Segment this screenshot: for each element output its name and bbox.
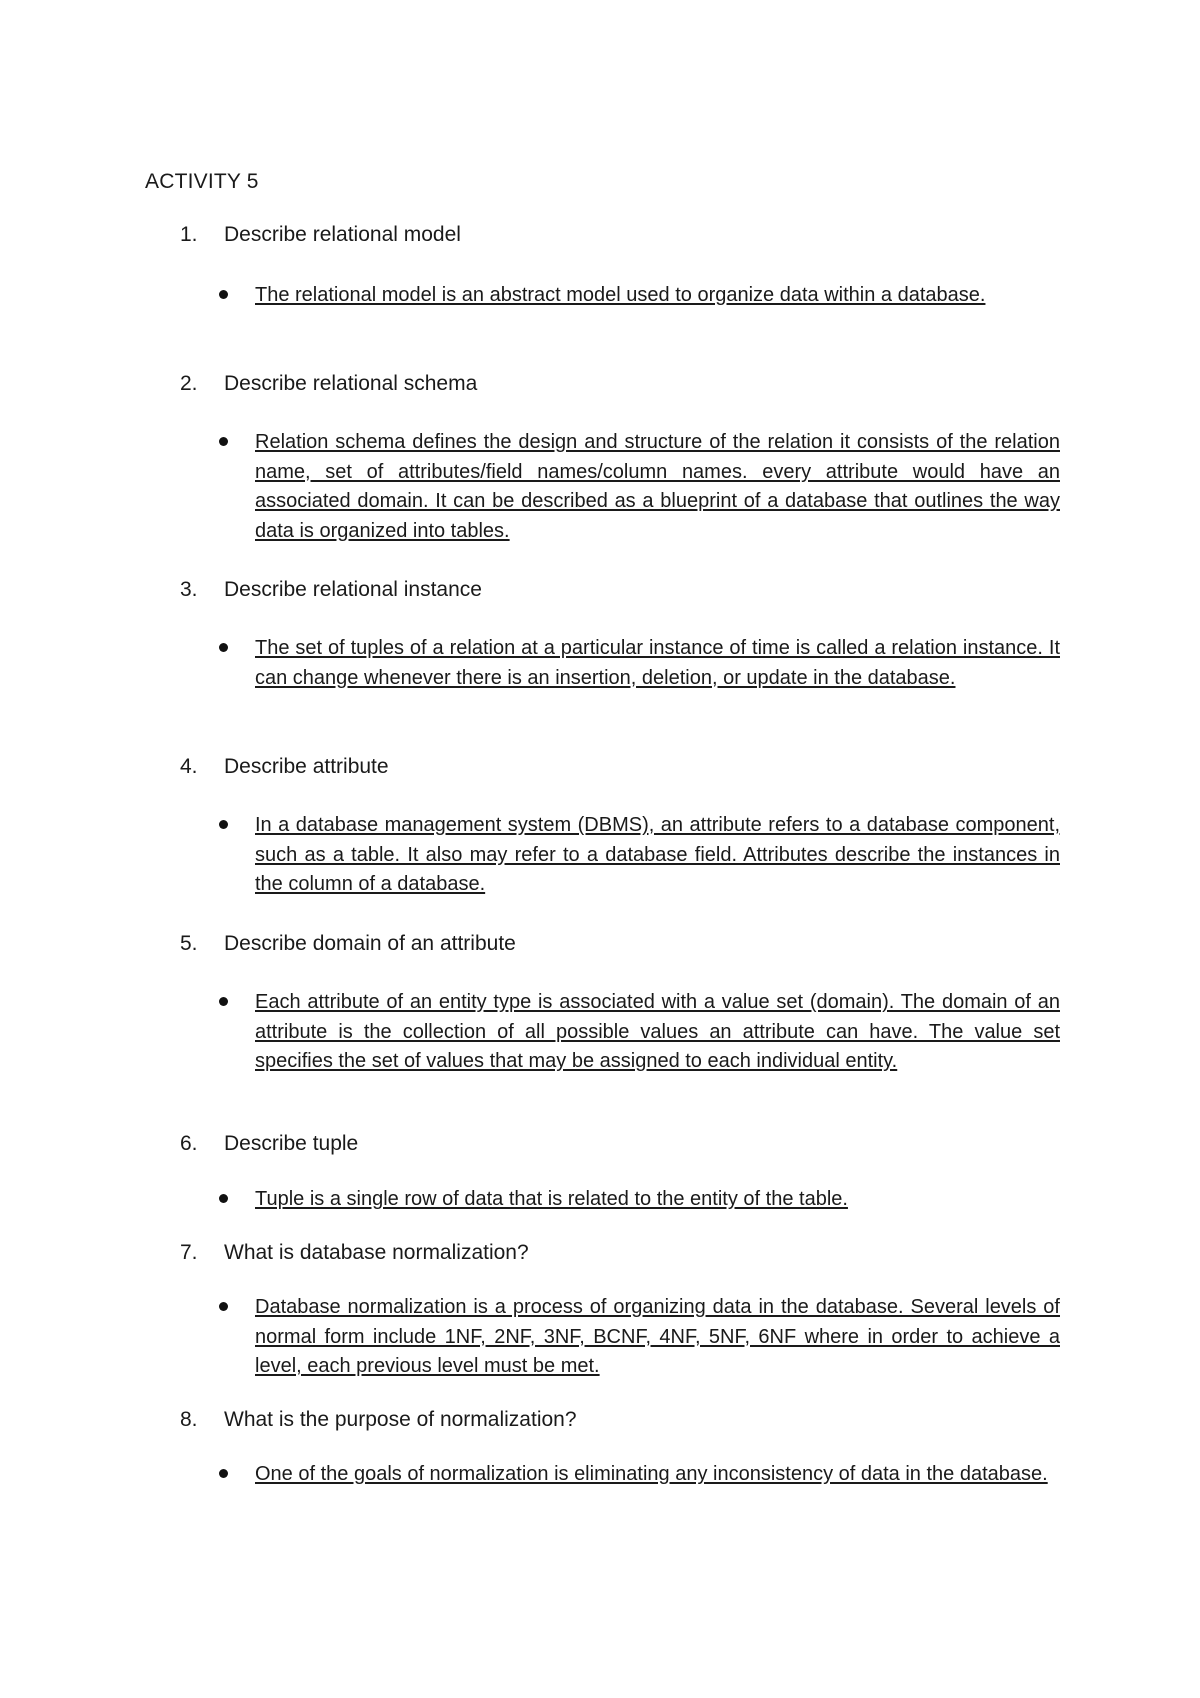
bullet-icon xyxy=(219,290,228,299)
question-number: 7. xyxy=(180,1241,198,1264)
bullet-icon xyxy=(219,437,228,446)
bullet-icon xyxy=(219,643,228,652)
answer-text: In a database management system (DBMS), an attribute refers to a database component, such as a table. It also may refer to a database field. Attributes describe the instances in the column of a database. xyxy=(255,814,1060,895)
question-text: What is database normalization? xyxy=(224,1241,529,1264)
bullet-icon xyxy=(219,997,228,1006)
bullet-icon xyxy=(219,820,228,829)
question-text: Describe relational model xyxy=(224,223,461,246)
answer-text: One of the goals of normalization is eliminating any inconsistency of data in the database. xyxy=(255,1463,1048,1485)
answer-text: Each attribute of an entity type is associated with a value set (domain). The domain of an attribute is the collection of all possible values an attribute can have. The value set specifies the set of values that may be assigned to each individual entity. xyxy=(255,991,1060,1072)
question-number: 2. xyxy=(180,372,198,395)
bullet-icon xyxy=(219,1302,228,1311)
answer-text: Database normalization is a process of organizing data in the database. Several levels of normal form include 1NF, 2NF, 3NF, BCNF, 4NF, 5NF, 6NF where in order to achieve a level, each previous level must be met. xyxy=(255,1296,1060,1377)
question-text: Describe domain of an attribute xyxy=(224,932,516,955)
question-number: 4. xyxy=(180,755,198,778)
answer-text: Tuple is a single row of data that is related to the entity of the table. xyxy=(255,1188,848,1210)
question-text: Describe relational schema xyxy=(224,372,478,395)
answer-text: The set of tuples of a relation at a particular instance of time is called a relation instance. It can change whenever there is an insertion, deletion, or update in the database. xyxy=(255,637,1060,689)
question-number: 5. xyxy=(180,932,198,955)
answer-text: The relational model is an abstract model used to organize data within a database. xyxy=(255,284,986,306)
question-text: What is the purpose of normalization? xyxy=(224,1408,577,1431)
question-number: 1. xyxy=(180,223,198,246)
answer-text: Relation schema defines the design and structure of the relation it consists of the relation name, set of attributes/field names/column names. every attribute would have an associated domain. It can be described as a blueprint of a database that outlines the way data is organized into tables. xyxy=(255,431,1060,542)
bullet-icon xyxy=(219,1469,228,1478)
question-number: 3. xyxy=(180,578,198,601)
question-text: Describe tuple xyxy=(224,1132,359,1155)
document-title: ACTIVITY 5 xyxy=(145,170,259,193)
question-number: 8. xyxy=(180,1408,198,1431)
bullet-icon xyxy=(219,1194,228,1203)
question-number: 6. xyxy=(180,1132,198,1155)
question-text: Describe attribute xyxy=(224,755,389,778)
question-text: Describe relational instance xyxy=(224,578,482,601)
